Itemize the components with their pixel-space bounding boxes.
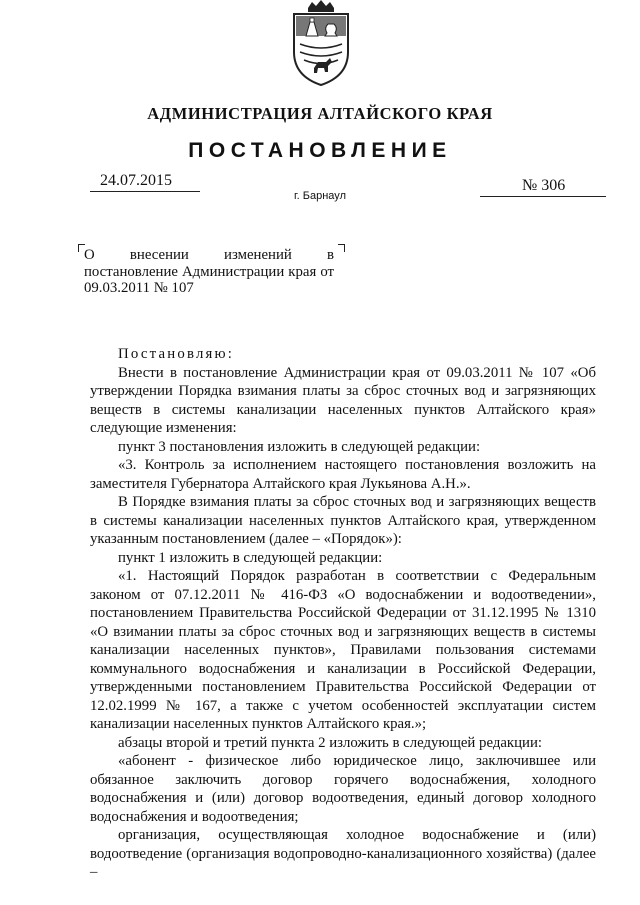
paragraph: абзацы второй и третий пункта 2 изложить в следующей редакции: xyxy=(118,734,542,751)
document-date: 24.07.2015 xyxy=(90,172,200,192)
organization-title: АДМИНИСТРАЦИЯ АЛТАЙСКОГО КРАЯ xyxy=(147,104,493,123)
coat-of-arms-icon xyxy=(288,0,354,86)
paragraph: пункт 3 постановления изложить в следующей редакции: xyxy=(118,438,481,455)
paragraph: Внести в постановление Администрации края от 09.03.2011 № 107 «Об утверждении Порядка взимания платы за сброс сточных вод и загрязняющих веществ в системы канализации населенных пунктов Алтайского края» следующие изменения: xyxy=(90,364,596,436)
paragraph: «3. Контроль за исполнением настоящего постановления возложить на заместителя Губернатора Алтайского края Лукьянова А.Н.». xyxy=(90,457,596,492)
subject-bracket-right xyxy=(338,244,345,252)
document-body xyxy=(90,345,596,882)
paragraph: организация, осуществляющая холодное водоснабжение и (или) водоотведение (организация водопроводно-канализационного хозяйства) (далее – xyxy=(90,827,596,880)
document-subject: О внесении изменений в постановление Администрации края от 09.03.2011 № 107 xyxy=(84,247,334,296)
paragraph: «абонент - физическое либо юридическое лицо, заключившее или обязанное заключить договор горячего водоснабжения, холодного водоснабжения и (или) договор водоотведения, единый договор холодного водоснабжения и водоотведения; xyxy=(90,753,596,825)
document-number: № 306 xyxy=(480,177,606,197)
resolution-lead: Постановляю: xyxy=(118,346,235,362)
paragraph: пункт 1 изложить в следующей редакции: xyxy=(118,549,383,566)
document-type-title: ПОСТАНОВЛЕНИЕ xyxy=(188,139,452,162)
city-label: г. Барнаул xyxy=(294,190,346,202)
paragraph: «1. Настоящий Порядок разработан в соответствии с Федеральным законом от 07.12.2011 № 416-ФЗ «О водоснабжении и водоотведении», постановлением Правительства Российской Федерации от 31.12.1995 № 1310 «О взимании платы за сброс сточных вод и загрязняющих веществ в системы канализации населенных пунктов», Правилами пользования системами коммунального водоснабжения и канализации в Российской Федерации, утвержденными постановлением Правительства Российской Федерации от 12.02.1999 № 167, а также с учетом особенностей эксплуатации систем канализации населенных пунктов Алтайского края.»; xyxy=(90,568,596,732)
paragraph: В Порядке взимания платы за сброс сточных вод и загрязняющих веществ в системы канализации населенных пунктов Алтайского края, утвержденном указанным постановлением (далее – «Порядок»): xyxy=(90,494,596,547)
